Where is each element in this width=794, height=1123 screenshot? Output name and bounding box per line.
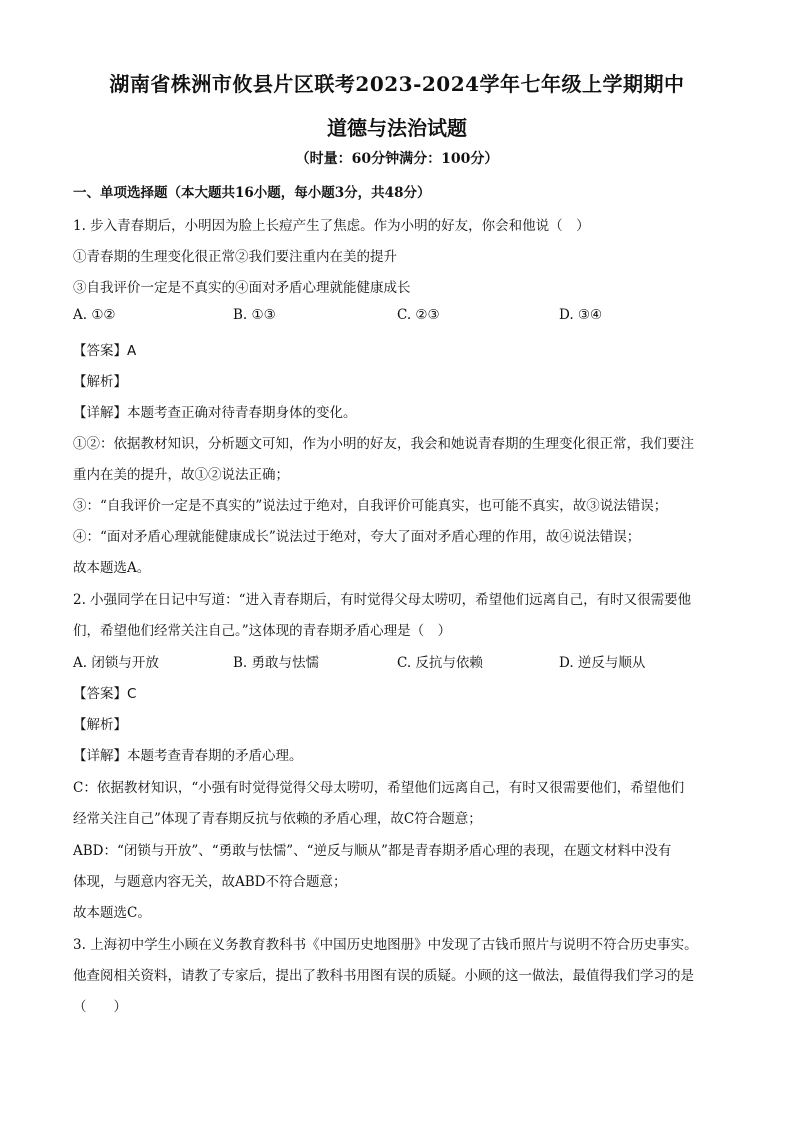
q1-option-b: B. ①③ bbox=[233, 307, 276, 323]
q1-explanation-4: ④：“面对矛盾心理就能健康成长”说法过于绝对，夸大了面对矛盾心理的作用，故④说法错误； bbox=[73, 529, 641, 545]
q1-option-a: A. ①② bbox=[73, 307, 116, 323]
q1-stem: 1. 步入青春期后，小明因为脸上长痘产生了焦虑。作为小明的好友，你会和他说（ ） bbox=[73, 218, 590, 234]
q2-detail: 【详解】本题考查青春期的矛盾心理。 bbox=[73, 748, 303, 764]
q1-option-c: C. ②③ bbox=[397, 307, 440, 323]
q2-option-a: A. 闭锁与开放 bbox=[73, 655, 159, 671]
q3-stem-line2: 他查阅相关资料，请教了专家后，提出了教科书用图有误的质疑。小顾的这一做法，最值得我们学习的是 bbox=[73, 968, 694, 984]
q3-stem-line3: （ ） bbox=[73, 999, 127, 1015]
exam-title: 湖南省株洲市攸县片区联考2023-2024学年七年级上学期期中 bbox=[109, 72, 685, 96]
q1-statement-1-2: ①青春期的生理变化很正常②我们要注重内在美的提升 bbox=[73, 249, 397, 265]
q2-analysis-label: 【解析】 bbox=[73, 717, 127, 733]
q2-option-d: D. 逆反与顺从 bbox=[559, 655, 646, 671]
exam-time-score: （时量：60分钟满分：100分） bbox=[295, 151, 499, 167]
q2-stem-line2: 们，希望他们经常关注自己。”这体现的青春期矛盾心理是（ ） bbox=[73, 623, 452, 639]
q2-option-c: C. 反抗与依赖 bbox=[397, 655, 483, 671]
section-heading: 一、单项选择题（本大题共16小题，每小题3分，共48分） bbox=[73, 185, 431, 201]
exam-subject: 道德与法治试题 bbox=[327, 116, 467, 140]
q1-analysis-label: 【解析】 bbox=[73, 374, 127, 390]
q1-detail: 【详解】本题考查正确对待青春期身体的变化。 bbox=[73, 405, 357, 421]
q1-option-d: D. ③④ bbox=[559, 307, 603, 323]
q1-explanation-2: 重内在美的提升，故①②说法正确； bbox=[73, 467, 289, 483]
q2-explanation-4: 体现，与题意内容无关，故ABD不符合题意； bbox=[73, 874, 347, 890]
q2-option-b: B. 勇敢与怯懦 bbox=[233, 655, 320, 671]
q2-explanation-2: 经常关注自己”体现了青春期反抗与依赖的矛盾心理，故C符合题意； bbox=[73, 811, 482, 827]
q1-explanation-1: ①②：依据教材知识，分析题文可知，作为小明的好友，我会和她说青春期的生理变化很正常，我们要注 bbox=[73, 436, 694, 452]
q1-answer: 【答案】A bbox=[73, 343, 137, 359]
q1-statement-3-4: ③自我评价一定是不真实的④面对矛盾心理就能健康成长 bbox=[73, 280, 411, 296]
q2-explanation-1: C：依据教材知识，“小强有时觉得觉得父母太唠叨，希望他们远离自己，有时又很需要他们，希望他们 bbox=[73, 780, 685, 796]
q2-conclusion: 故本题选C。 bbox=[73, 905, 151, 921]
q2-stem-line1: 2. 小强同学在日记中写道：“进入青春期后，有时觉得父母太唠叨，希望他们远离自己，有时又很需要他 bbox=[73, 592, 692, 608]
q1-conclusion: 故本题选A。 bbox=[73, 560, 151, 576]
q3-stem-line1: 3. 上海初中学生小顾在义务教育教科书《中国历史地图册》中发现了古钱币照片与说明不符合历史事实。 bbox=[73, 937, 698, 953]
q1-explanation-3: ③：“自我评价一定是不真实的”说法过于绝对，自我评价可能真实，也可能不真实，故③说法错误； bbox=[73, 498, 668, 514]
q2-answer: 【答案】C bbox=[73, 686, 137, 702]
q2-explanation-3: ABD：“闭锁与开放”、“勇敢与怯懦”、“逆反与顺从”都是青春期矛盾心理的表现，在题文材料中没有 bbox=[73, 843, 672, 859]
